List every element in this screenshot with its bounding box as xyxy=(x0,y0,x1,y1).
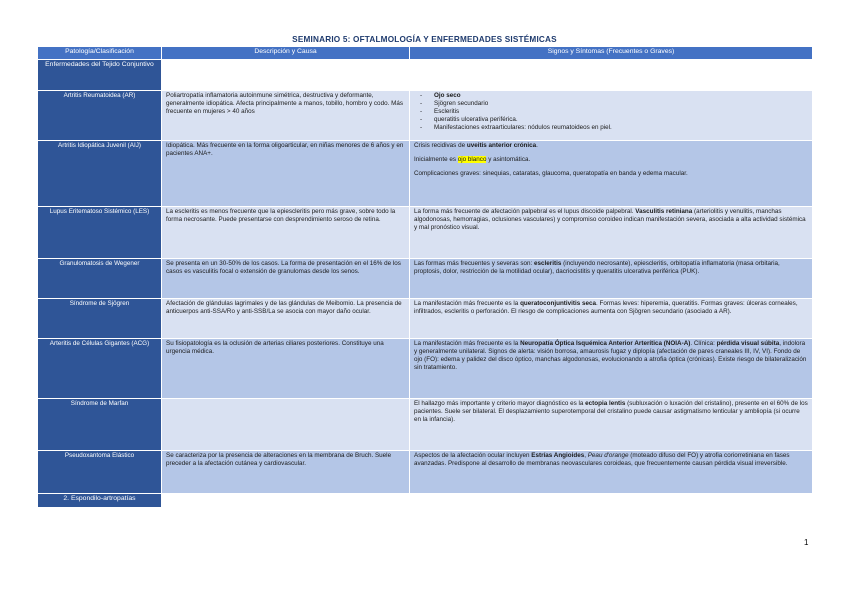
table-row xyxy=(38,298,813,338)
disease-name: Pseudoxantoma Elástico xyxy=(38,450,162,493)
disease-name: Síndrome de Sjögren xyxy=(38,298,162,338)
list-item: - queratitis ulcerativa periférica. xyxy=(420,116,808,124)
disease-signs: Aspectos de la afectación ocular incluyen Estrías Angioides, Peau d'orange (moteado difuso del FO) y atrofia coriorretiniana en fases avanzadas. Predispone al desarrollo de membranas neovasculares coroideas, que frecuentemente causan pérdida visual irreversible. xyxy=(410,450,813,493)
table-header-row xyxy=(38,47,813,60)
disease-name: Artritis Idiopática Juvenil (AIJ) xyxy=(38,140,162,206)
disease-signs: Crisis recidivas de uveitis anterior crónica. Inicialmente es ojo blanco y asintomática. Complicaciones graves: sinequias, cataratas, glaucoma, queratopatía en banda y edema macular. xyxy=(410,140,813,206)
table-row xyxy=(38,398,813,450)
disease-description: Se presenta en un 30-50% de los casos. La forma de presentación en el 16% de los casos es vasculitis focal o extensión de granulomas desde los senos. xyxy=(162,258,410,298)
table-row xyxy=(38,206,813,258)
list-item: - Sjögren secundario xyxy=(420,100,808,108)
table-row xyxy=(38,258,813,298)
signs-list xyxy=(414,92,808,132)
disease-name: Síndrome de Marfan xyxy=(38,398,162,450)
list-item: - Manifestaciones extraarticulares: nódulos reumatoideos en piel. xyxy=(420,124,808,132)
header-pathology: Patología/Clasificación xyxy=(38,47,162,60)
header-description: Descripción y Causa xyxy=(162,47,410,60)
table-row xyxy=(38,338,813,398)
disease-description: Afectación de glándulas lagrimales y de las glándulas de Meibomio. La presencia de anticuerpos anti-SSA/Ro y anti-SSB/La se asocia con mayor daño ocular. xyxy=(162,298,410,338)
table-row xyxy=(38,90,813,140)
list-item: - Escleritis xyxy=(420,108,808,116)
disease-description: Idiopática. Más frecuente en la forma oligoarticular, en niñas menores de 6 años y en pacientes ANA+. xyxy=(162,140,410,206)
disease-signs: La manifestación más frecuente es la Neuropatía Óptica Isquémica Anterior Arterítica (NOIA-A). Clínica: pérdida visual súbita, indolora y generalmente unilateral. Signos de alerta: visión borrosa, amaurosis fugaz y diplopía (afectación de pares craneales III, IV, VI). Fondo de ojo (FO): edema y palidez del disco óptico, manchas algodonosas, evolucionando a atrofia óptica (crónicas). Existe riesgo de bilateralización sin tratamiento. xyxy=(410,338,813,398)
disease-description: Poliartropatía inflamatoria autoinmune simétrica, destructiva y deformante, generalmente idiopática. Afecta principalmente a manos, tobillo, hombro y codo. Más frecuente en mujeres > 40 años xyxy=(162,90,410,140)
table-row xyxy=(38,450,813,493)
page-number: 1 xyxy=(804,538,809,547)
disease-description xyxy=(162,398,410,450)
disease-name: Granulomatosis de Wegener xyxy=(38,258,162,298)
disease-signs: Las formas más frecuentes y severas son: escleritis (incluyendo necrosante), epiescleritis, orbitopatía inflamatoria (masa orbitaria, proptosis, dolor, restricción de la motilidad ocular), dacriocistitis y queratitis ulcerativa periférica (PUK). xyxy=(410,258,813,298)
section-label: Enfermedades del Tejido Conjuntivo xyxy=(38,59,162,90)
disease-name: Arteritis de Células Gigantes (ACG) xyxy=(38,338,162,398)
disease-signs: La forma más frecuente de afectación palpebral es el lupus discoide palpebral. Vasculitis retiniana (arteriolitis y venulitis, manchas algodonosas, hemorragias, oclusiones vasculares) y compromiso coroideo indican manifestación severa, asociada a alta actividad sistémica y mal pronóstico visual. xyxy=(410,206,813,258)
disease-signs xyxy=(410,90,813,140)
table-row xyxy=(38,140,813,206)
disease-signs: El hallazgo más importante y criterio mayor diagnóstico es la ectopia lentis (subluxación o luxación del cristalino), presente en el 60% de los pacientes. Suele ser bilateral. El desplazamiento superotemporal del cristalino puede causar astigmatismo lenticular y ambliopía (si ocurre en la infancia). xyxy=(410,398,813,450)
section-row-spondyloarthropathies xyxy=(38,493,813,507)
disease-description: La escleritis es menos frecuente que la epiescleritis pero más grave, sobre todo la forma necrosante. Puede presentarse con desprendimiento seroso de retina. xyxy=(162,206,410,258)
section-row-connective-tissue xyxy=(38,59,813,90)
disease-signs: La manifestación más frecuente es la queratoconjuntivitis seca. Formas leves: hiperemia, queratitis. Formas graves: úlceras corneales, infiltrados, escleritis o perforación. El riesgo de complicaciones aumenta con Sjögren secundario (asociado a AR). xyxy=(410,298,813,338)
disease-table xyxy=(37,46,813,508)
page-title: SEMINARIO 5: OFTALMOLOGÍA Y ENFERMEDADES SISTÉMICAS xyxy=(292,35,557,44)
disease-name: Artritis Reumatoidea (AR) xyxy=(38,90,162,140)
disease-description: Su fisiopatología es la oclusión de arterias ciliares posteriores. Constituye una urgencia médica. xyxy=(162,338,410,398)
disease-description: Se caracteriza por la presencia de alteraciones en la membrana de Bruch. Suele preceder a la afectación cutánea y cardiovascular. xyxy=(162,450,410,493)
disease-name: Lupus Eritematoso Sistémico (LES) xyxy=(38,206,162,258)
header-signs: Signos y Síntomas (Frecuentes o Graves) xyxy=(410,47,813,60)
highlighted-text: ojo blanco xyxy=(457,155,487,163)
list-item: - Ojo seco xyxy=(420,92,808,100)
section-label: 2. Espondilo-artropatías xyxy=(38,493,162,507)
